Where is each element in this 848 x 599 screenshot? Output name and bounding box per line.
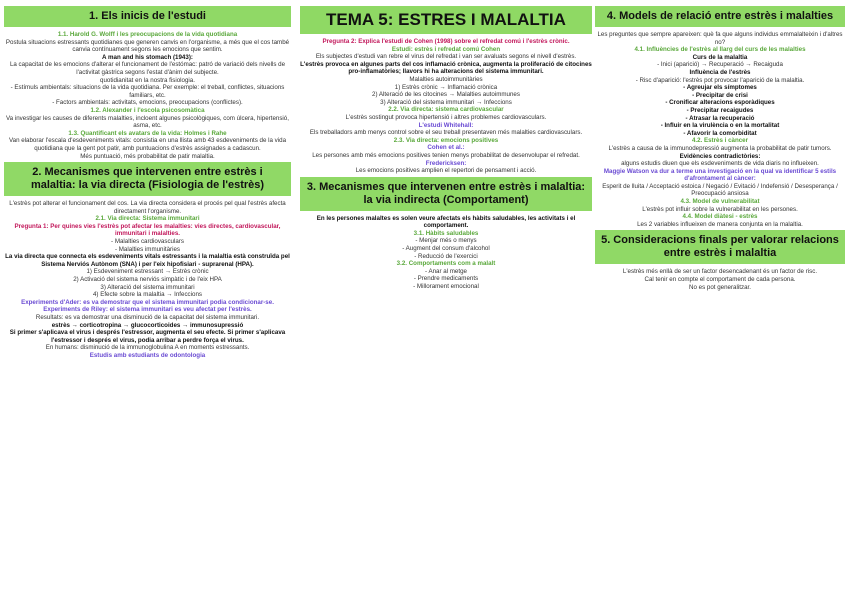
paragraph: Les emocions positives amplien el repertori de pensament i acció. (355, 167, 537, 175)
paragraph: - Risc d'aparició: l'estrès pot provocar l'aparició de la malaltia. (635, 76, 805, 84)
paragraph: Va investigar les causes de diferents malalties, incloent algunes psicològiques, com úlcera, hipertensió, asma, etc. (6, 114, 289, 130)
paragraph: 2) Alteració de les citocines → Malalties autoimmunes (372, 91, 520, 99)
paragraph: Malalties autoimmunitàries (409, 75, 483, 83)
paragraph: - Prendre medicaments (413, 275, 479, 283)
paragraph: L'estrès pot alterar el funcionament del cos. La via directa considera el procés pel qual l'estrès afecta directament l'organisme. (9, 200, 286, 215)
subsection-heading: Estudi: estrès i refredat comú Cohen (391, 45, 501, 53)
section-heading: 3. Mecanismes que intervenen entre estrès i malaltia: la via indirecta (Comportament) (300, 177, 592, 211)
paragraph: 3) Alteració del sistema immunitari (100, 283, 195, 291)
highlight-text: Maggie Watson va dur a terme una investigació en la qual va identificar 5 estils d'afrontament al càncer: (603, 167, 837, 183)
paragraph: - Menjar més o menys (415, 237, 477, 245)
paragraph: alguns estudis diuen que els esdeveniments de vida diaris no influeixen. (621, 160, 819, 168)
bold-paragraph: Curs de la malaltia (692, 53, 748, 61)
paragraph: La capacitat de les emocions d'alterar el funcionament de l'estómac: patró de variació dels nivells de l'activitat gàstrica segons l'estat d'ànim del subjecte. (9, 61, 286, 76)
paragraph: - Reducció de l'exercici (414, 252, 478, 260)
column-1 (4, 4, 291, 596)
paragraph: Esperit de lluita / Acceptació estoica / Negació / Evitació / Indefensió / Desesperança / Preocupació ansiosa (602, 182, 838, 198)
subsection-heading: 2.3. Via directa: emocions positives (393, 136, 499, 144)
paragraph: Van elaborar l'escala d'esdeveniments vitals: consistia en una llista amb 43 esdeveniments de la vida quotidiana que la gent pot patir, amb puntuacions d'estrès assignades a cadascun. (8, 137, 287, 152)
subsection-heading: 1.2. Alexander i l'escola psicosomàtica (90, 106, 205, 114)
column-3 (595, 4, 845, 596)
paragraph: No es pot generalitzar. (689, 283, 751, 291)
paragraph: 4) Efecte sobre la malaltia → Infeccions (92, 291, 203, 299)
paragraph: Les preguntes que sempre apareixen: què fa que alguns individus emmalalteixin i d'altres no? (597, 31, 843, 46)
subsection-heading: 1.3. Quantificant els avatars de la vida: Holmes i Rahe (68, 129, 227, 137)
paragraph: Els subjectes d'estudi van rebre el virus del refredat i van ser avaluats segons el nivell d'estrès. (315, 53, 577, 61)
paragraph: Els treballadors amb menys control sobre el seu treball presentaven més malalties cardiovasculars. (309, 129, 583, 137)
paragraph: L'estrès pot influir sobre la vulnerabilitat en les persones. (642, 205, 798, 213)
highlight-text: Cohen et al.: (427, 144, 465, 152)
bold-paragraph: La via directa que connecta els esdeveniments vitals estressants i la malaltia està construïda pel Sistema Nerviós Autònom (SNA) i per l'eix hipofisiari - suprarenal (HPA). (5, 253, 290, 268)
paragraph: Més puntuació, més probabilitat de patir malaltia. (80, 152, 215, 160)
bold-paragraph: L'estrès provoca en algunes parts del cos inflamació crònica, augmenta la proliferació de citocines pro-inflamatòries; llavors hi ha alteracions del sistema immunitari. (300, 60, 592, 76)
paragraph: Resultats: es va demostrar una disminució de la capacitat del sistema immunitari. (35, 314, 260, 321)
paragraph: - Malalties cardiovasculars (111, 238, 184, 246)
paragraph: Les persones amb més emocions positives tenien menys probabilitat de desenvolupar el refredat. (312, 151, 580, 159)
paragraph: L'estrès sostingut provoca hipertensió i altres problemes cardiovasculars. (345, 113, 547, 121)
subsection-heading: 4.3. Model de vulnerabilitat (680, 198, 760, 206)
question-text: Pregunta 2: Explica l'estudi de Cohen (1998) sobre el refredat comú i l'estrès crònic. (322, 38, 570, 45)
paragraph: L'estrès a causa de la immunodepressió augmenta la probabilitat de patir tumors. (608, 144, 832, 152)
section-heading: 5. Consideracions finals per valorar relacions entre estrès i malaltia (595, 230, 845, 264)
subsection-heading: 2.1. Via directa: Sistema immunitari (95, 215, 200, 223)
paragraph: 3) Alteració del sistema immunitari → Infeccions (380, 98, 512, 106)
subsection-heading: 3.1. Hàbits saludables (413, 229, 479, 237)
highlight-text: Fredericksen: (425, 159, 467, 167)
bold-paragraph: En les persones malaltes es solen veure afectats els hàbits saludables, les activitats i el comportament. (316, 214, 576, 230)
subsection-heading: 4.2. Estrès i càncer (691, 137, 749, 145)
bold-paragraph: - Precipitar de crisi (692, 91, 748, 99)
subsection-heading: 1.1. Harold G. Wolff i les preocupacions de la vida quotidiana (57, 31, 238, 38)
question-text: Pregunta 1: Per quines vies l'estrès pot afectar les malalties: vies directes, cardiovascular, immunitari i malalties. (14, 222, 281, 238)
paragraph: L'estrès més enllà de ser un factor desencadenant és un factor de risc. (622, 268, 818, 276)
paragraph: En humans: disminució de la immunoglobulina A en moments estressants. (45, 344, 250, 352)
paragraph: 2) Activació del sistema nerviós simpàtic i de l'eix HPA (73, 276, 222, 284)
paragraph: - Malalties immunitàries (115, 245, 180, 253)
section-heading: 2. Mecanismes que intervenen entre estrès i malaltia: la via directa (Fisiologia de l'estrès) (4, 162, 291, 196)
bold-paragraph: - Afavorir la comorbiditat (683, 129, 757, 137)
bold-paragraph: A man and his stomach (1943): (102, 53, 193, 61)
subsection-heading: 3.2. Comportaments com a malalt (396, 260, 496, 268)
paragraph: 1) Estrès crònic → Inflamació crònica (394, 83, 498, 91)
bold-paragraph: - Influir en la virulència o en la mortalitat (660, 122, 780, 130)
paragraph: - Estímuls ambientals: situacions de la vida quotidiana. Per exemple: el treball, conflictes, situacions familiars, etc. (10, 84, 285, 99)
highlight-text: Experiments d'Ader: es va demostrar que el sistema immunitari podia condicionar-se. (21, 298, 274, 306)
column-2 (300, 4, 592, 596)
paragraph: - Millorament emocional (413, 283, 479, 291)
paragraph: quotidianitat en la nostra fisiologia. (100, 76, 195, 84)
bold-paragraph: - Precipitar recaigudes (686, 106, 754, 114)
paragraph: - Anar al metge (425, 267, 467, 275)
paragraph: Postula situacions estressants quotidianes que generen canvis en l'organisme, a més que el cos també canvia contínuament segons les emocions que sentim. (5, 38, 290, 54)
bold-paragraph: Si primer s'aplicava el virus i després l'estressor, augmenta el seu efecte. Si primer s'aplicava l'estressor i després el virus, podia arribar a perdre força el virus. (9, 329, 286, 344)
page-title: TEMA 5: ESTRES I MALALTIA (300, 6, 592, 34)
section-heading: 1. Els inicis de l'estudi (4, 6, 291, 27)
paragraph: - Factors ambientals: activitats, emocions, preocupacions (conflictes). (52, 99, 243, 107)
bold-paragraph: - Agreujar els símptomes (683, 84, 757, 92)
subsection-heading: 2.2. Via directa: sistema cardiovascular (388, 106, 504, 114)
highlight-text: Estudis amb estudiants de odontologia (89, 351, 206, 359)
subsection-heading: 4.1. Influències de l'estrès al llarg del curs de les malalties (634, 46, 806, 54)
paragraph: - Inici (aparició) → Recuperació → Recaiguda (657, 61, 783, 69)
paragraph: Cal tenir en compte el comportament de cada persona. (644, 276, 796, 284)
bold-paragraph: Influència de l'estrès (689, 68, 751, 76)
paragraph: 1) Esdeveniment estressant → Estrès crònic (86, 268, 209, 276)
section-heading: 4. Models de relació entre estrès i malalties (595, 6, 845, 27)
paragraph: - Augment del consum d'alcohol (402, 245, 490, 253)
bold-paragraph: Evidències contradictòries: (679, 152, 761, 160)
paragraph: Les 2 variables influeixen de manera conjunta en la malaltia. (637, 220, 803, 228)
bold-paragraph: estrès → corticotropina → glucocorticoides → immunosupressió (51, 321, 244, 329)
subsection-heading: 4.4. Model diàtesi - estrès (682, 213, 758, 221)
highlight-text: Experiments de Riley: el sistema immunitari es veu afectat per l'estrès. (43, 306, 252, 314)
bold-paragraph: - Atrasar la recuperació (685, 114, 755, 122)
highlight-text: L'estudi Whitehall: (418, 121, 474, 129)
bold-paragraph: - Cronificar alteracions esporàdiques (665, 99, 775, 107)
